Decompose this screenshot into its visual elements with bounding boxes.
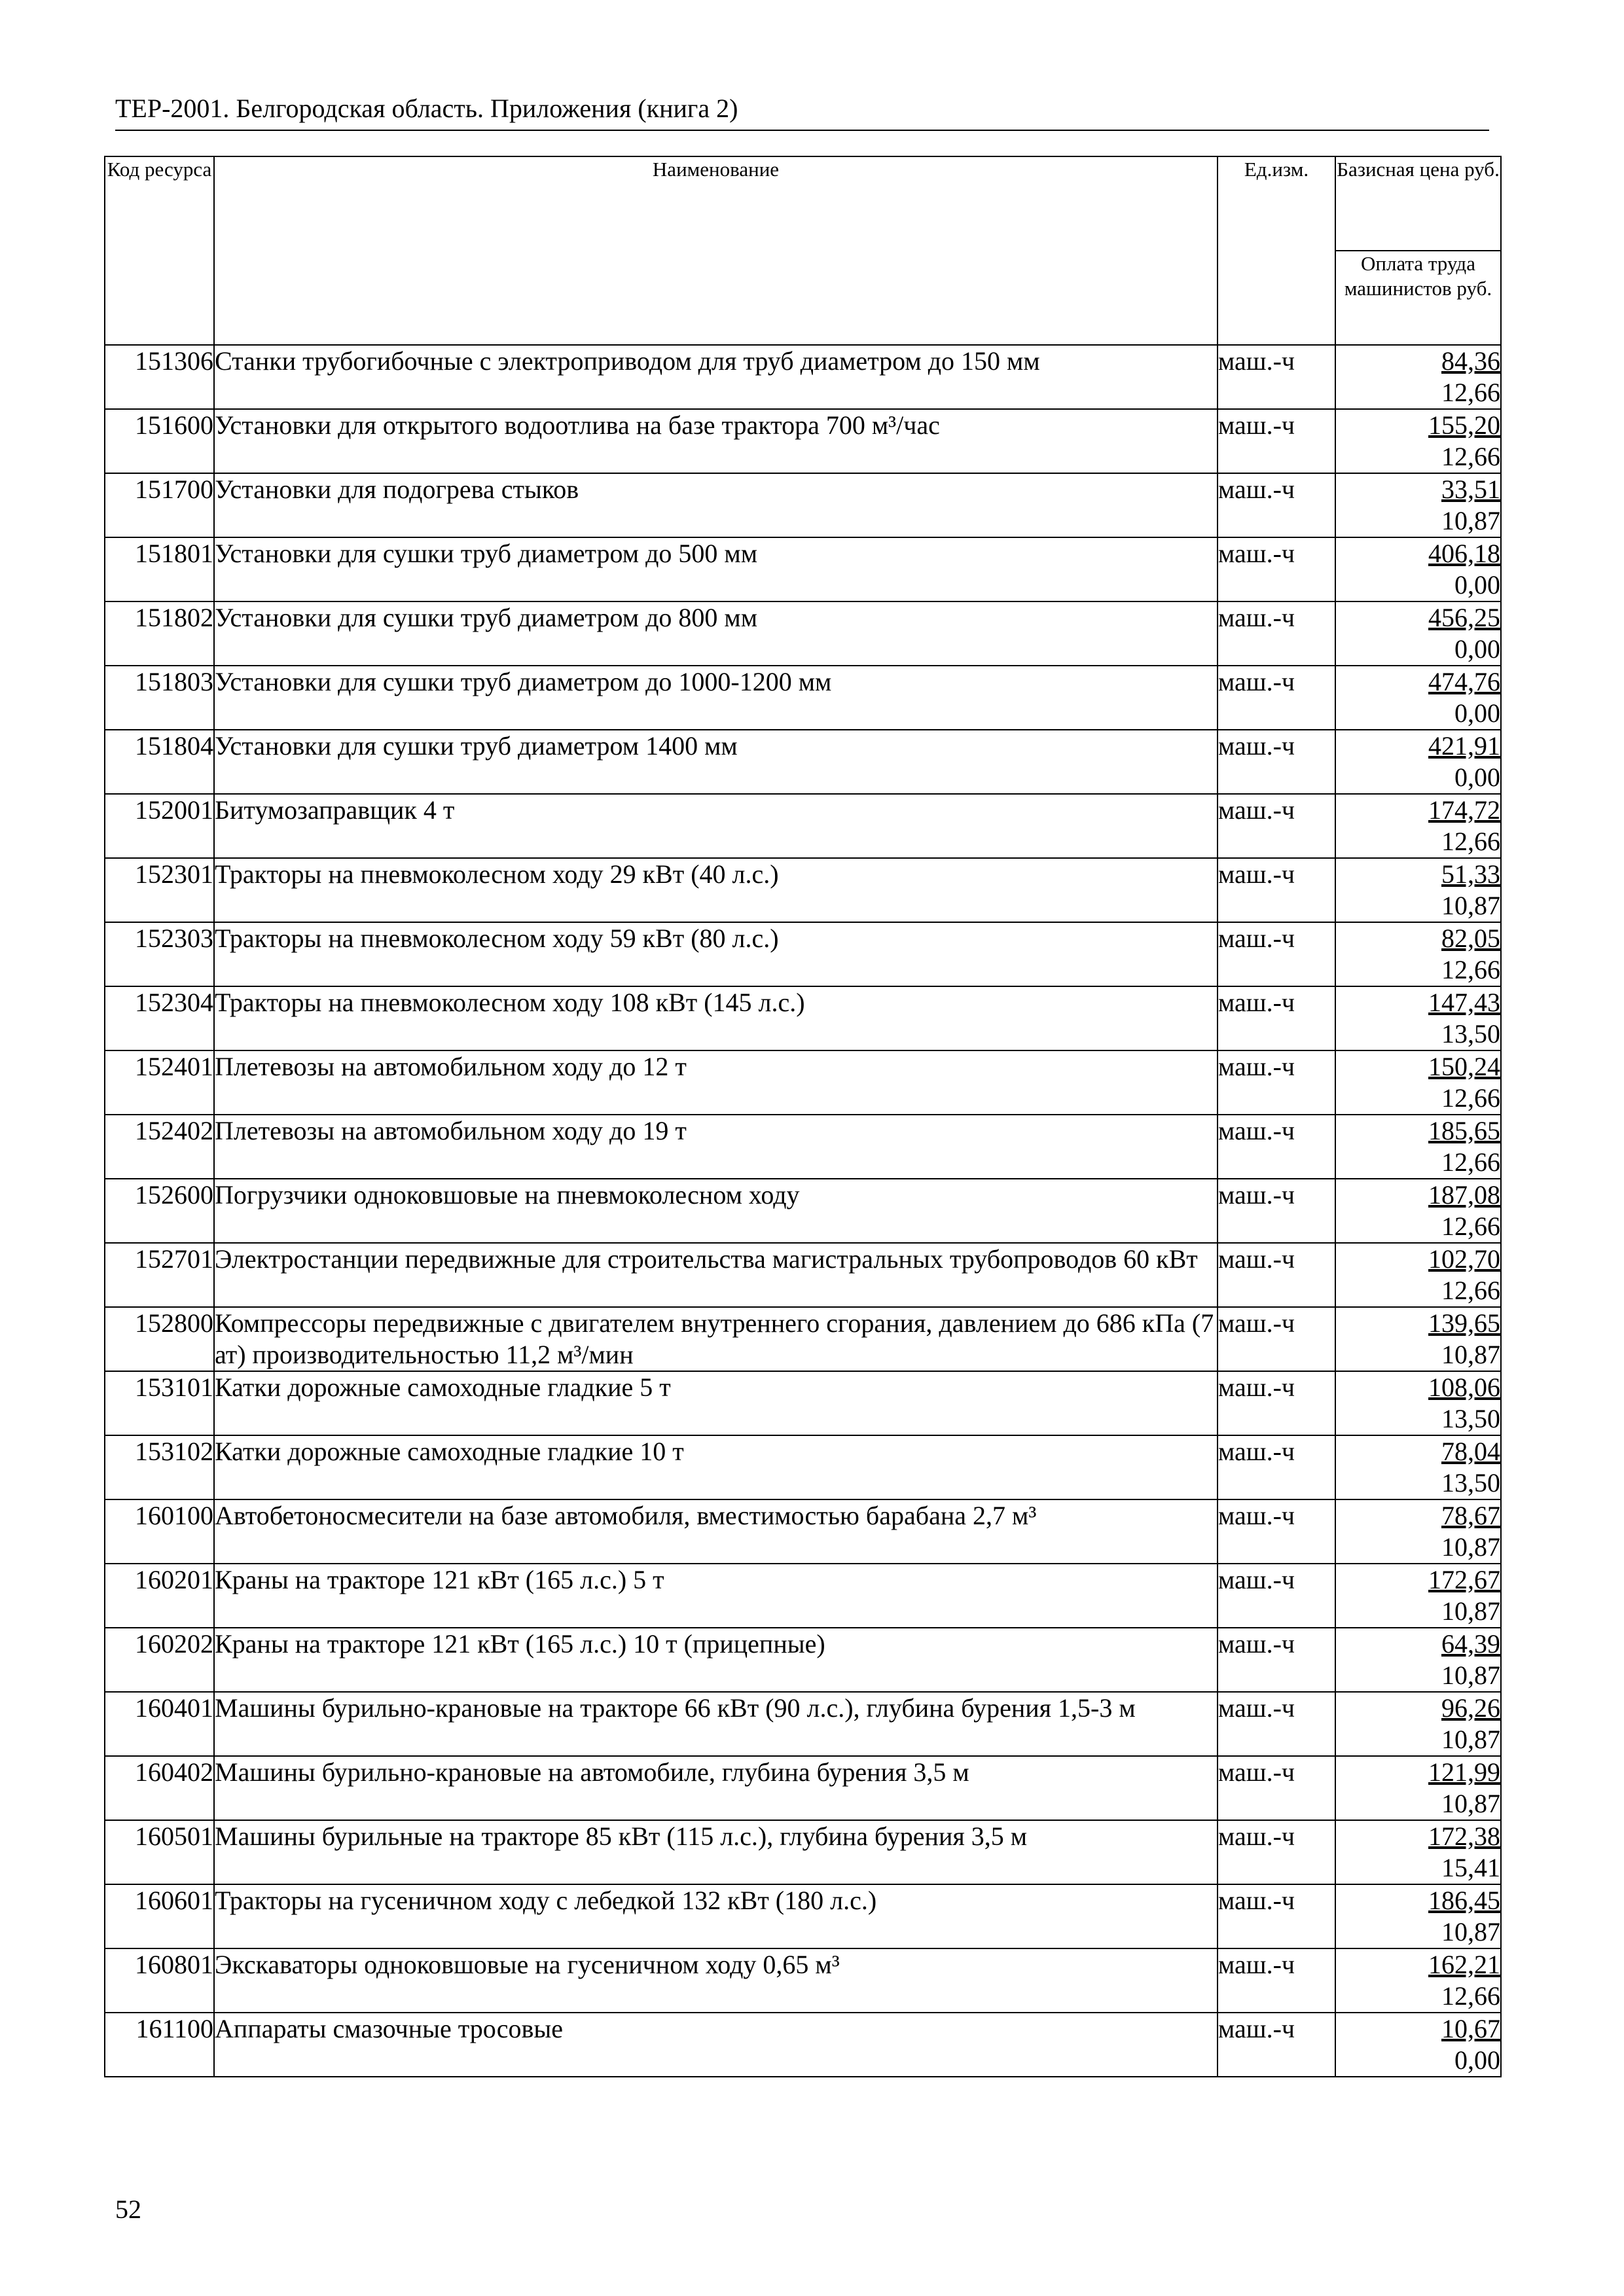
base-price: 84,36 (1441, 346, 1500, 376)
resource-unit: маш.-ч (1218, 345, 1335, 409)
resource-unit: маш.-ч (1218, 794, 1335, 858)
base-price: 406,18 (1428, 539, 1500, 568)
price-cell (1335, 2013, 1501, 2077)
base-price: 185,65 (1428, 1116, 1500, 1145)
resource-unit: маш.-ч (1218, 1884, 1335, 1948)
price-cell (1335, 1756, 1501, 1820)
resource-name: Машины бурильные на тракторе 85 кВт (115 л.с.), глубина бурения 3,5 м (214, 1820, 1218, 1884)
base-price: 474,76 (1428, 667, 1500, 696)
resource-name: Плетевозы на автомобильном ходу до 12 т (214, 1050, 1218, 1115)
resource-unit: маш.-ч (1218, 1435, 1335, 1499)
resource-name: Тракторы на пневмоколесном ходу 108 кВт (145 л.с.) (214, 986, 1218, 1050)
resource-code: 151700 (105, 473, 214, 537)
price-cell (1335, 1884, 1501, 1948)
operator-pay: 10,87 (1441, 1532, 1500, 1562)
operator-pay: 12,66 (1441, 1981, 1500, 2011)
operator-pay: 10,87 (1441, 1596, 1500, 1626)
operator-pay: 12,66 (1441, 1276, 1500, 1305)
resource-name: Краны на тракторе 121 кВт (165 л.с.) 10 т (прицепные) (214, 1628, 1218, 1692)
operator-pay: 0,00 (1454, 698, 1500, 728)
resource-name: Компрессоры передвижные с двигателем внутреннего сгорания, давлением до 686 кПа (7 ат) производительностью 11,2 м³/мин (214, 1307, 1218, 1371)
operator-pay: 0,00 (1454, 570, 1500, 600)
resource-code: 160202 (105, 1628, 214, 1692)
table-row (105, 473, 1501, 537)
table-row (105, 1628, 1501, 1692)
table-row (105, 1756, 1501, 1820)
operator-pay: 13,50 (1441, 1019, 1500, 1049)
operator-pay: 13,50 (1441, 1404, 1500, 1433)
resource-code: 152303 (105, 922, 214, 986)
column-header-unit: Ед.изм. (1218, 156, 1335, 345)
resource-code: 152001 (105, 794, 214, 858)
price-cell (1335, 794, 1501, 858)
table-row (105, 666, 1501, 730)
table-row (105, 1948, 1501, 2013)
resource-unit: маш.-ч (1218, 601, 1335, 666)
resource-name: Машины бурильно-крановые на тракторе 66 кВт (90 л.с.), глубина бурения 1,5-3 м (214, 1692, 1218, 1756)
resource-code: 153102 (105, 1435, 214, 1499)
resource-unit: маш.-ч (1218, 1820, 1335, 1884)
operator-pay: 0,00 (1454, 634, 1500, 664)
resource-name: Установки для сушки труб диаметром до 1000-1200 мм (214, 666, 1218, 730)
column-header-name: Наименование (214, 156, 1218, 345)
price-cell (1335, 409, 1501, 473)
resource-code: 151306 (105, 345, 214, 409)
base-price: 51,33 (1441, 859, 1500, 889)
operator-pay: 12,66 (1441, 1083, 1500, 1113)
base-price: 64,39 (1441, 1629, 1500, 1659)
table-row (105, 986, 1501, 1050)
resource-table (104, 156, 1502, 2077)
resource-name: Установки для сушки труб диаметром до 800 мм (214, 601, 1218, 666)
price-cell (1335, 666, 1501, 730)
resource-name: Машины бурильно-крановые на автомобиле, глубина бурения 3,5 м (214, 1756, 1218, 1820)
resource-unit: маш.-ч (1218, 1243, 1335, 1307)
table-row (105, 2013, 1501, 2077)
operator-pay: 12,66 (1441, 827, 1500, 856)
price-cell (1335, 537, 1501, 601)
operator-pay: 10,87 (1441, 1789, 1500, 1818)
resource-code: 160100 (105, 1499, 214, 1564)
price-cell (1335, 1050, 1501, 1115)
resource-code: 160501 (105, 1820, 214, 1884)
resource-code: 151600 (105, 409, 214, 473)
base-price: 82,05 (1441, 924, 1500, 953)
resource-unit: маш.-ч (1218, 1371, 1335, 1435)
resource-unit: маш.-ч (1218, 1628, 1335, 1692)
resource-name: Битумозаправщик 4 т (214, 794, 1218, 858)
resource-name: Аппараты смазочные тросовые (214, 2013, 1218, 2077)
resource-code: 152701 (105, 1243, 214, 1307)
table-row (105, 1564, 1501, 1628)
resource-code: 151802 (105, 601, 214, 666)
resource-name: Катки дорожные самоходные гладкие 5 т (214, 1371, 1218, 1435)
table-body (105, 345, 1501, 2077)
resource-name: Установки для сушки труб диаметром 1400 мм (214, 730, 1218, 794)
resource-unit: маш.-ч (1218, 922, 1335, 986)
column-header-price: Базисная цена руб. (1335, 156, 1501, 251)
operator-pay: 12,66 (1441, 1147, 1500, 1177)
base-price: 78,04 (1441, 1437, 1500, 1466)
base-price: 102,70 (1428, 1244, 1500, 1274)
resource-code: 160201 (105, 1564, 214, 1628)
table-row (105, 794, 1501, 858)
price-cell (1335, 1948, 1501, 2013)
price-cell (1335, 601, 1501, 666)
table-row (105, 1692, 1501, 1756)
table-row (105, 1435, 1501, 1499)
resource-name: Экскаваторы одноковшовые на гусеничном ходу 0,65 м³ (214, 1948, 1218, 2013)
resource-code: 160801 (105, 1948, 214, 2013)
resource-unit: маш.-ч (1218, 1179, 1335, 1243)
base-price: 147,43 (1428, 988, 1500, 1017)
price-cell (1335, 1628, 1501, 1692)
base-price: 121,99 (1428, 1757, 1500, 1787)
operator-pay: 12,66 (1441, 1211, 1500, 1241)
resource-name: Установки для открытого водоотлива на базе трактора 700 м³/час (214, 409, 1218, 473)
table-row (105, 922, 1501, 986)
column-header-code: Код ресурса (105, 156, 214, 345)
price-cell (1335, 1435, 1501, 1499)
operator-pay: 12,66 (1441, 378, 1500, 407)
resource-unit: маш.-ч (1218, 1050, 1335, 1115)
base-price: 172,67 (1428, 1565, 1500, 1594)
resource-name: Тракторы на пневмоколесном ходу 59 кВт (80 л.с.) (214, 922, 1218, 986)
page-header: ТЕР-2001. Белгородская область. Приложения (книга 2) (115, 92, 1489, 131)
resource-unit: маш.-ч (1218, 986, 1335, 1050)
table-row (105, 1884, 1501, 1948)
operator-pay: 10,87 (1441, 1340, 1500, 1369)
resource-unit: маш.-ч (1218, 1564, 1335, 1628)
resource-name: Плетевозы на автомобильном ходу до 19 т (214, 1115, 1218, 1179)
resource-unit: маш.-ч (1218, 537, 1335, 601)
base-price: 162,21 (1428, 1950, 1500, 1979)
resource-unit: маш.-ч (1218, 2013, 1335, 2077)
resource-unit: маш.-ч (1218, 1499, 1335, 1564)
price-cell (1335, 922, 1501, 986)
base-price: 421,91 (1428, 731, 1500, 761)
base-price: 172,38 (1428, 1821, 1500, 1851)
resource-code: 153101 (105, 1371, 214, 1435)
resource-unit: маш.-ч (1218, 858, 1335, 922)
operator-pay: 13,50 (1441, 1468, 1500, 1498)
table-row (105, 537, 1501, 601)
resource-unit: маш.-ч (1218, 1115, 1335, 1179)
resource-unit: маш.-ч (1218, 1692, 1335, 1756)
price-cell (1335, 858, 1501, 922)
resource-code: 151801 (105, 537, 214, 601)
base-price: 78,67 (1441, 1501, 1500, 1530)
resource-code: 152304 (105, 986, 214, 1050)
operator-pay: 10,87 (1441, 891, 1500, 920)
resource-code: 161100 (105, 2013, 214, 2077)
resource-name: Краны на тракторе 121 кВт (165 л.с.) 5 т (214, 1564, 1218, 1628)
resource-code: 152301 (105, 858, 214, 922)
price-cell (1335, 1307, 1501, 1371)
base-price: 139,65 (1428, 1308, 1500, 1338)
resource-code: 152600 (105, 1179, 214, 1243)
base-price: 155,20 (1428, 410, 1500, 440)
price-cell (1335, 1371, 1501, 1435)
operator-pay: 10,87 (1441, 1725, 1500, 1754)
operator-pay: 15,41 (1441, 1853, 1500, 1882)
resource-unit: маш.-ч (1218, 1948, 1335, 2013)
resource-name: Электростанции передвижные для строительства магистральных трубопроводов 60 кВт (214, 1243, 1218, 1307)
price-cell (1335, 1179, 1501, 1243)
base-price: 150,24 (1428, 1052, 1500, 1081)
base-price: 10,67 (1441, 2014, 1500, 2043)
table-row (105, 1050, 1501, 1115)
resource-unit: маш.-ч (1218, 666, 1335, 730)
column-header-pay: Оплата труда машинистов руб. (1335, 251, 1501, 345)
resource-code: 152401 (105, 1050, 214, 1115)
resource-name: Автобетоносмесители на базе автомобиля, вместимостью барабана 2,7 м³ (214, 1499, 1218, 1564)
resource-code: 160401 (105, 1692, 214, 1756)
base-price: 96,26 (1441, 1693, 1500, 1723)
price-cell (1335, 1692, 1501, 1756)
table-row (105, 601, 1501, 666)
price-cell (1335, 1499, 1501, 1564)
resource-code: 151804 (105, 730, 214, 794)
operator-pay: 10,87 (1441, 506, 1500, 535)
resource-unit: маш.-ч (1218, 1307, 1335, 1371)
table-row (105, 730, 1501, 794)
resource-code: 152402 (105, 1115, 214, 1179)
resource-unit: маш.-ч (1218, 409, 1335, 473)
operator-pay: 0,00 (1454, 2045, 1500, 2075)
operator-pay: 10,87 (1441, 1917, 1500, 1946)
base-price: 108,06 (1428, 1372, 1500, 1402)
price-cell (1335, 730, 1501, 794)
resource-name: Тракторы на пневмоколесном ходу 29 кВт (40 л.с.) (214, 858, 1218, 922)
table-row (105, 345, 1501, 409)
base-price: 187,08 (1428, 1180, 1500, 1210)
price-cell (1335, 1564, 1501, 1628)
base-price: 456,25 (1428, 603, 1500, 632)
table-row (105, 1371, 1501, 1435)
operator-pay: 10,87 (1441, 1660, 1500, 1690)
table-row (105, 1307, 1501, 1371)
resource-name: Тракторы на гусеничном ходу с лебедкой 132 кВт (180 л.с.) (214, 1884, 1218, 1948)
base-price: 174,72 (1428, 795, 1500, 825)
table-row (105, 1499, 1501, 1564)
base-price: 186,45 (1428, 1886, 1500, 1915)
table-row (105, 1115, 1501, 1179)
price-cell (1335, 1243, 1501, 1307)
resource-name: Установки для подогрева стыков (214, 473, 1218, 537)
resource-code: 152800 (105, 1307, 214, 1371)
base-price: 33,51 (1441, 475, 1500, 504)
resource-unit: маш.-ч (1218, 730, 1335, 794)
operator-pay: 12,66 (1441, 442, 1500, 471)
table-row (105, 409, 1501, 473)
page-number: 52 (115, 2195, 141, 2224)
price-cell (1335, 473, 1501, 537)
operator-pay: 12,66 (1441, 955, 1500, 984)
resource-name: Катки дорожные самоходные гладкие 10 т (214, 1435, 1218, 1499)
resource-name: Станки трубогибочные с электроприводом для труб диаметром до 150 мм (214, 345, 1218, 409)
price-cell (1335, 1115, 1501, 1179)
resource-name: Погрузчики одноковшовые на пневмоколесном ходу (214, 1179, 1218, 1243)
table-row (105, 1179, 1501, 1243)
table-row (105, 1820, 1501, 1884)
resource-code: 160402 (105, 1756, 214, 1820)
table-row (105, 1243, 1501, 1307)
price-cell (1335, 986, 1501, 1050)
operator-pay: 0,00 (1454, 762, 1500, 792)
resource-unit: маш.-ч (1218, 1756, 1335, 1820)
resource-code: 151803 (105, 666, 214, 730)
resource-code: 160601 (105, 1884, 214, 1948)
resource-name: Установки для сушки труб диаметром до 500 мм (214, 537, 1218, 601)
table-row (105, 858, 1501, 922)
price-cell (1335, 1820, 1501, 1884)
price-cell (1335, 345, 1501, 409)
resource-unit: маш.-ч (1218, 473, 1335, 537)
